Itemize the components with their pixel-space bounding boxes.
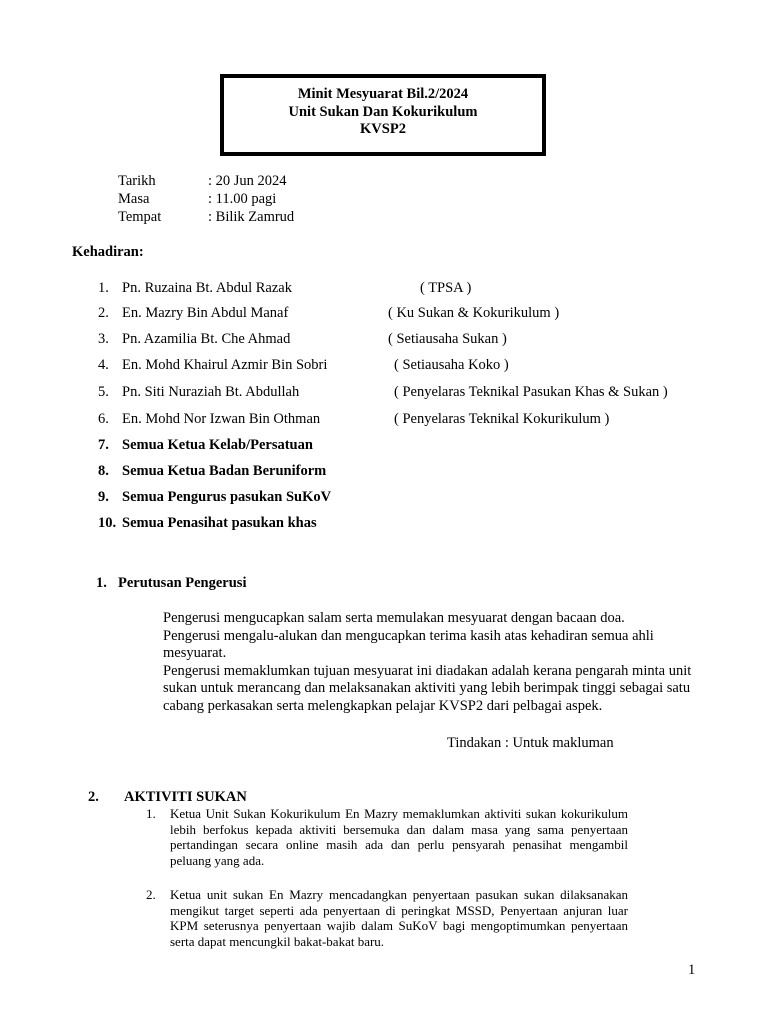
attendee-name: En. Mazry Bin Abdul Manaf [122,305,289,321]
title-line-2: Unit Sukan Dan Kokurikulum [288,103,478,120]
section-2-item [146,806,628,868]
page-number: 1 [688,962,696,978]
attendee-name: Semua Penasihat pasukan khas [122,515,317,531]
title-line-1: Minit Mesyuarat Bil.2/2024 [297,86,469,102]
item-number: 1. [146,806,156,821]
item-number: 10. [98,515,117,531]
attendee-role: ( Setiausaha Sukan ) [388,331,507,347]
attendance-item [98,357,509,374]
attendee-name: En. Mohd Khairul Azmir Bin Sobri [122,357,328,373]
section-title: AKTIVITI SUKAN [124,789,247,805]
attendance-heading: Kehadiran: [72,244,144,260]
attendance-item [98,411,610,428]
attendance-item [98,331,507,348]
attendance-item [98,384,668,401]
attendance-item [98,463,326,480]
attendee-role: ( Penyelaras Teknikal Pasukan Khas & Sukan ) [394,384,668,400]
paragraph: Pengerusi mengucapkan salam serta memulakan mesyuarat dengan bacaan doa. [163,610,625,626]
attendee-role: ( Ku Sukan & Kokurikulum ) [388,305,560,321]
item-number: 3. [98,331,109,347]
item-number: 2. [98,305,109,321]
paragraph: Pengerusi mengalu-alukan dan mengucapkan terima kasih atas kehadiran semua ahli mesyuarat. [163,627,654,661]
section-1-heading [96,575,246,592]
meta-label: Tempat [118,209,162,225]
item-number: 2. [146,887,156,902]
attendee-name: Semua Pengurus pasukan SuKoV [122,489,332,505]
attendance-item [98,280,472,297]
attendance-item [98,437,313,454]
attendee-name: Semua Ketua Badan Beruniform [122,463,327,479]
item-number: 5. [98,384,109,400]
attendance-item [98,489,331,506]
section-2-item [146,887,628,949]
attendee-name: Pn. Siti Nuraziah Bt. Abdullah [122,384,300,400]
meta-value: : 11.00 pagi [208,191,277,207]
item-number: 1. [98,280,109,296]
item-number: 7. [98,437,109,453]
attendee-name: Pn. Azamilia Bt. Che Ahmad [122,331,291,347]
item-number: 9. [98,489,109,505]
attendee-name: Semua Ketua Kelab/Persatuan [122,437,313,453]
title-line-3: KVSP2 [360,121,406,137]
meta-label: Masa [118,191,150,207]
attendee-role: ( Setiausaha Koko ) [394,357,509,373]
meta-row-place [118,208,294,226]
attendee-role: ( Penyelaras Teknikal Kokurikulum ) [394,411,610,427]
action-note: Tindakan : Untuk makluman [447,735,614,751]
section-number: 1. [96,575,107,591]
meta-value: : 20 Jun 2024 [208,173,287,189]
item-text: Ketua Unit Sukan Kokurikulum En Mazry memaklumkan aktiviti sukan kokurikulum lebih berfokus kepada aktiviti bersemuka dan dalam masa yang sama penyertaan pertandingan secara online masih ada dan perlu pensyarah penasihat mengambil peluang yang ada. [170,806,628,868]
item-number: 4. [98,357,109,373]
meta-row-date [118,172,294,190]
section-2-heading [88,789,247,806]
attendee-name: Pn. Ruzaina Bt. Abdul Razak [122,280,292,296]
section-title: Perutusan Pengerusi [118,575,247,591]
attendee-role: ( TPSA ) [420,280,472,296]
item-number: 8. [98,463,109,479]
meeting-details [118,172,294,226]
section-1-body [163,610,703,715]
paragraph: Pengerusi memaklumkan tujuan mesyuarat ini diadakan adalah kerana pengarah minta unit sukan untuk merancang dan melaksanakan aktiviti yang lebih berimpak tinggi sebagai satu cabang perkasakan serta melengkapkan pelajar KVSP2 dari pelbagai aspek. [163,662,692,714]
section-number: 2. [88,789,99,805]
meta-label: Tarikh [118,173,156,189]
item-text: Ketua unit sukan En Mazry mencadangkan penyertaan pasukan sukan dilaksanakan mengikut target seperti ada penyertaan di peringkat MSSD, Penyertaan anjuran luar KPM seterusnya penyertaan wajib dalam SuKoV bagi mengoptimumkan penyertaan serta dapat mencungkil bakat-bakat baru. [170,887,628,949]
attendee-name: En. Mohd Nor Izwan Bin Othman [122,411,321,427]
meta-value: : Bilik Zamrud [208,209,295,225]
meta-row-time [118,190,294,208]
attendance-item [98,515,317,532]
attendance-item [98,305,560,322]
title-box [220,74,546,156]
item-number: 6. [98,411,109,427]
